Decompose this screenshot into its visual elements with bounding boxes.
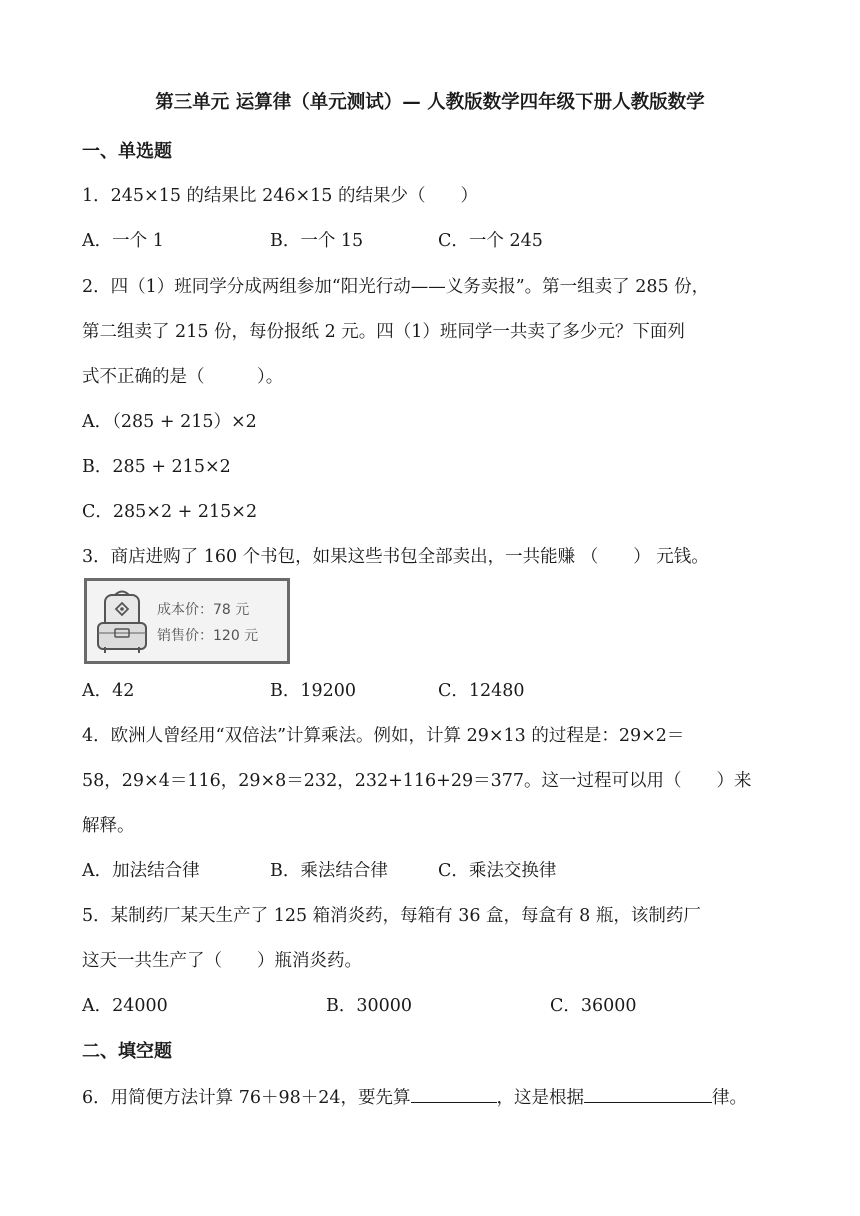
question-3-option-c: C．12480 xyxy=(438,681,525,701)
question-2-option-c: C．285×2 + 215×2 xyxy=(82,502,258,522)
question-5-option-b: B．30000 xyxy=(326,996,413,1016)
answer-blank-2[interactable] xyxy=(584,1082,712,1103)
section-heading-single-choice: 一、单选题 xyxy=(82,141,172,162)
question-4-option-c: C．乘法交换律 xyxy=(438,861,557,881)
section-heading-fill-blank: 二、填空题 xyxy=(82,1041,172,1062)
question-2-option-a: A．（285 + 215）×2 xyxy=(82,412,257,432)
question-5-stem-line-2: 这天一共生产了（ ）瓶消炎药。 xyxy=(82,951,362,971)
question-6-text-part-3: 律。 xyxy=(712,1088,747,1108)
question-5-stem-line-1: 5．某制药厂某天生产了 125 箱消炎药，每箱有 36 盒，每盒有 8 瓶，该制药厂 xyxy=(82,906,701,926)
question-6-text-part-2: ，这是根据 xyxy=(496,1088,584,1108)
question-4-option-b: B．乘法结合律 xyxy=(270,861,388,881)
page-title: 第三单元 运算律（单元测试）— 人教版数学四年级下册人教版数学 xyxy=(155,92,705,113)
question-1-option-b: B．一个 15 xyxy=(270,231,364,251)
sale-price-label: 销售价：120 元 xyxy=(157,628,259,644)
question-5-option-a: A．24000 xyxy=(82,996,168,1016)
question-3-option-a: A．42 xyxy=(82,681,135,701)
question-5-option-c: C．36000 xyxy=(550,996,637,1016)
question-3-stem: 3．商店进购了 160 个书包，如果这些书包全部卖出，一共能赚 （ ） 元钱。 xyxy=(82,547,709,567)
question-2-stem-line-1: 2．四（1）班同学分成两组参加“阳光行动——义务卖报”。第一组卖了 285 份， xyxy=(82,277,710,297)
answer-blank-1[interactable] xyxy=(411,1082,497,1103)
question-3-option-b: B．19200 xyxy=(270,681,357,701)
question-2-stem-line-2: 第二组卖了 215 份，每份报纸 2 元。四（1）班同学一共卖了多少元？下面列 xyxy=(82,322,685,342)
question-2-option-b: B．285 + 215×2 xyxy=(82,457,231,477)
question-1-stem: 1．245×15 的结果比 246×15 的结果少（ ） xyxy=(82,186,478,206)
question-4-stem-line-1: 4．欧洲人曾经用“双倍法”计算乘法。例如，计算 29×13 的过程是：29×2＝ xyxy=(82,726,685,746)
question-6-text-part-1: 6．用简便方法计算 76＋98＋24，要先算 xyxy=(82,1088,411,1108)
question-4-option-a: A．加法结合律 xyxy=(82,861,200,881)
question-4-stem-line-2: 58，29×4＝116，29×8＝232，232+116+29＝377。这一过程可以用（ ）来 xyxy=(82,771,752,791)
cost-price-label: 成本价：78 元 xyxy=(157,602,250,618)
backpack-icon xyxy=(93,587,151,657)
price-tag-figure xyxy=(84,578,290,664)
question-1-option-c: C．一个 245 xyxy=(438,231,543,251)
question-4-stem-line-3: 解释。 xyxy=(82,816,135,836)
question-1-option-a: A．一个 1 xyxy=(82,231,164,251)
question-6-stem xyxy=(82,1082,747,1112)
question-2-stem-line-3: 式不正确的是（ ）。 xyxy=(82,367,284,387)
